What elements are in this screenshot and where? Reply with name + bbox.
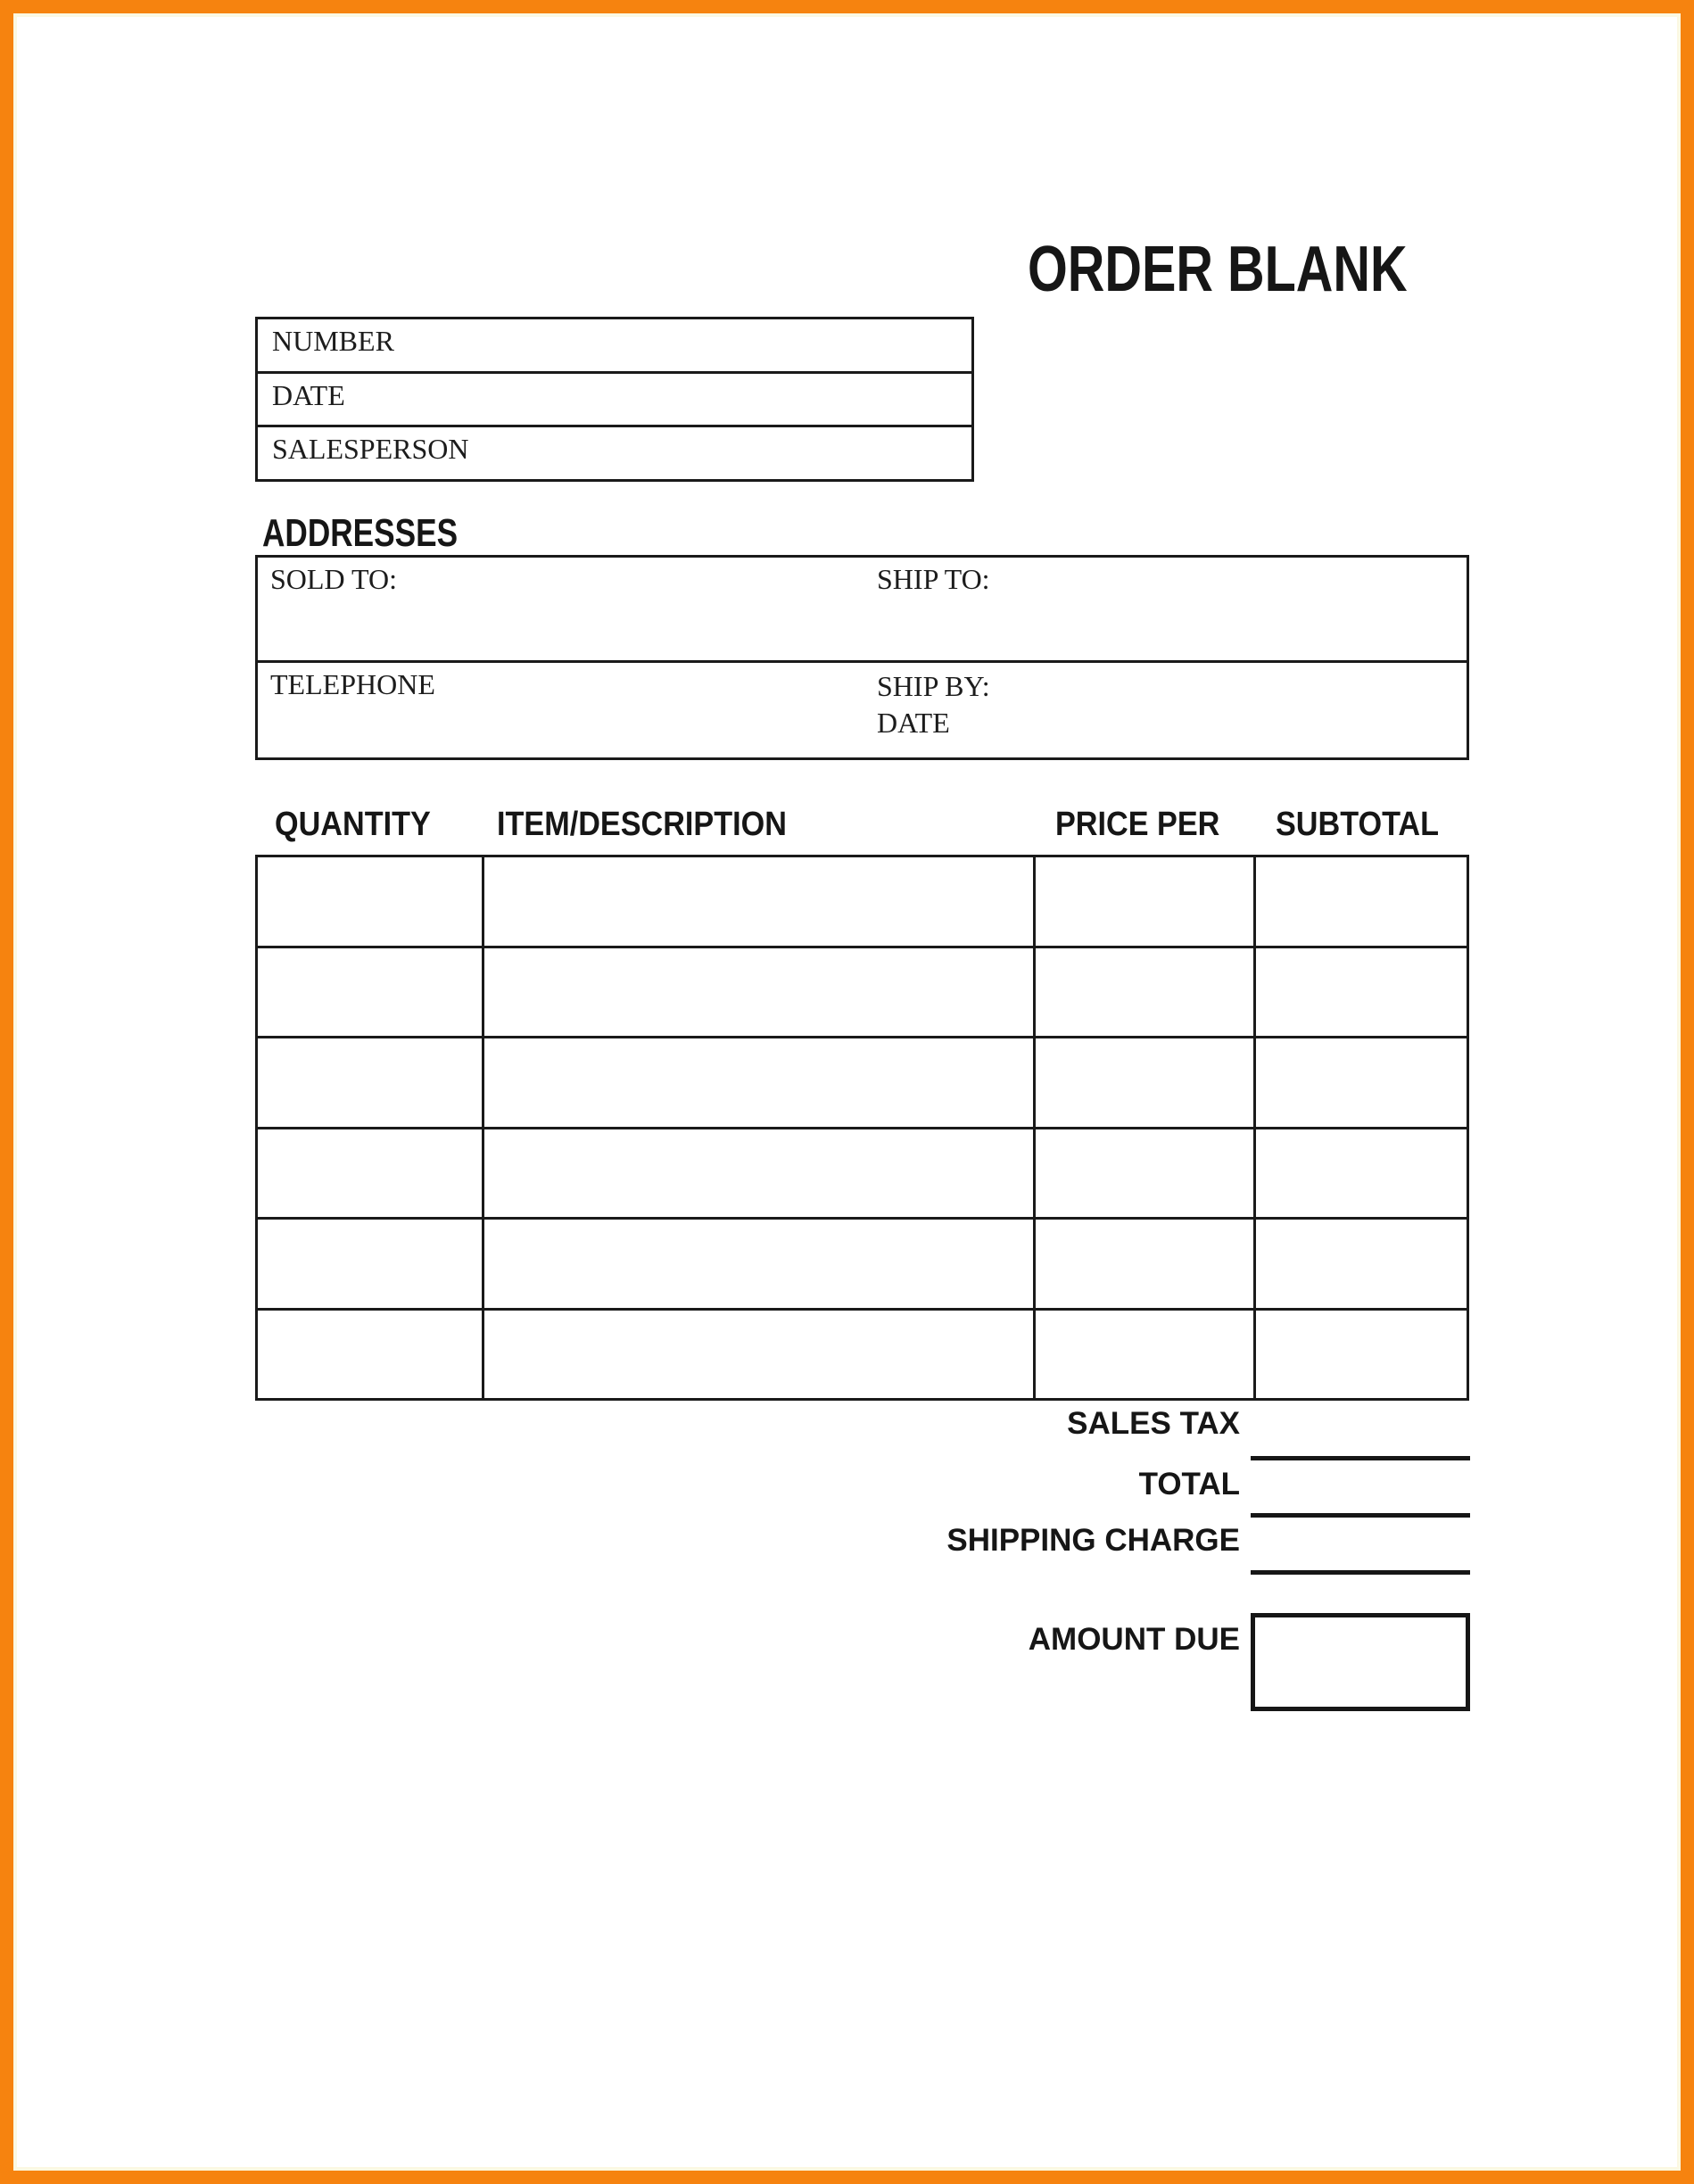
table-row — [258, 558, 1467, 663]
price-per-column-header: PRICE PER — [1055, 806, 1220, 843]
order-table-cell[interactable] — [258, 1129, 484, 1218]
order-info-table — [255, 317, 974, 482]
order-table-cell[interactable] — [484, 1220, 1036, 1308]
order-table-cell[interactable] — [1036, 948, 1256, 1037]
addresses-heading: ADDRESSES — [262, 511, 459, 555]
order-table-cell[interactable] — [258, 1311, 484, 1399]
order-table-row — [258, 1220, 1467, 1311]
order-table-cell[interactable] — [258, 948, 484, 1037]
ship-to-label: SHIP TO: — [877, 563, 990, 595]
date-label: DATE — [272, 378, 345, 411]
order-table-cell[interactable] — [484, 1311, 1036, 1399]
salesperson-label: SALESPERSON — [272, 433, 469, 466]
date-blank-field[interactable] — [345, 374, 971, 426]
order-table-cell[interactable] — [1256, 1129, 1467, 1218]
ship-by-date-label: DATE — [877, 707, 950, 739]
table-row — [258, 663, 1467, 757]
order-table-cell[interactable] — [258, 1038, 484, 1127]
total-blank-line[interactable] — [1251, 1513, 1470, 1518]
order-table-cell[interactable] — [1036, 1129, 1256, 1218]
order-table-cell[interactable] — [258, 857, 484, 946]
sales-tax-label: SALES TAX — [1067, 1406, 1240, 1441]
order-table-cell[interactable] — [1036, 1038, 1256, 1127]
order-table-row — [258, 1129, 1467, 1220]
sold-to-label: SOLD TO: — [270, 563, 397, 595]
order-table-cell[interactable] — [1256, 1311, 1467, 1399]
order-table-cell[interactable] — [484, 1038, 1036, 1127]
order-table-cell[interactable] — [484, 857, 1036, 946]
amount-due-label: AMOUNT DUE — [1028, 1622, 1240, 1657]
order-table-cell[interactable] — [1036, 1311, 1256, 1399]
addresses-table — [255, 555, 1469, 760]
order-table-cell[interactable] — [1036, 1220, 1256, 1308]
order-table-row — [258, 1311, 1467, 1399]
order-table-cell[interactable] — [1036, 857, 1256, 946]
page-title: ORDER BLANK — [1028, 234, 1408, 305]
subtotal-column-header: SUBTOTAL — [1276, 806, 1440, 843]
order-table-cell[interactable] — [258, 1220, 484, 1308]
order-table-row — [258, 948, 1467, 1039]
ship-by-date-labels — [877, 668, 990, 741]
order-table-cell[interactable] — [1256, 948, 1467, 1037]
order-table-row — [258, 1038, 1467, 1129]
table-row — [258, 427, 971, 479]
order-table-cell[interactable] — [1256, 857, 1467, 946]
salesperson-blank-field[interactable] — [469, 427, 972, 479]
shipping-charge-blank-line[interactable] — [1251, 1570, 1470, 1575]
number-blank-field[interactable] — [394, 319, 971, 371]
telephone-label: TELEPHONE — [270, 668, 435, 700]
number-label: NUMBER — [272, 325, 394, 357]
order-table-row — [258, 857, 1467, 948]
order-table-cell[interactable] — [484, 1129, 1036, 1218]
ship-by-label: SHIP BY: — [877, 670, 990, 702]
quantity-column-header: QUANTITY — [275, 806, 431, 843]
order-table-cell[interactable] — [1256, 1038, 1467, 1127]
order-table-body — [255, 855, 1469, 1401]
sales-tax-blank-line[interactable] — [1251, 1456, 1470, 1460]
order-table-cell[interactable] — [1256, 1220, 1467, 1308]
order-table-cell[interactable] — [484, 948, 1036, 1037]
item-description-column-header: ITEM/DESCRIPTION — [497, 806, 787, 843]
total-label: TOTAL — [1138, 1467, 1240, 1502]
amount-due-box[interactable] — [1251, 1613, 1470, 1711]
shipping-charge-label: SHIPPING CHARGE — [946, 1523, 1240, 1558]
table-row — [258, 374, 971, 428]
table-row — [258, 319, 971, 374]
